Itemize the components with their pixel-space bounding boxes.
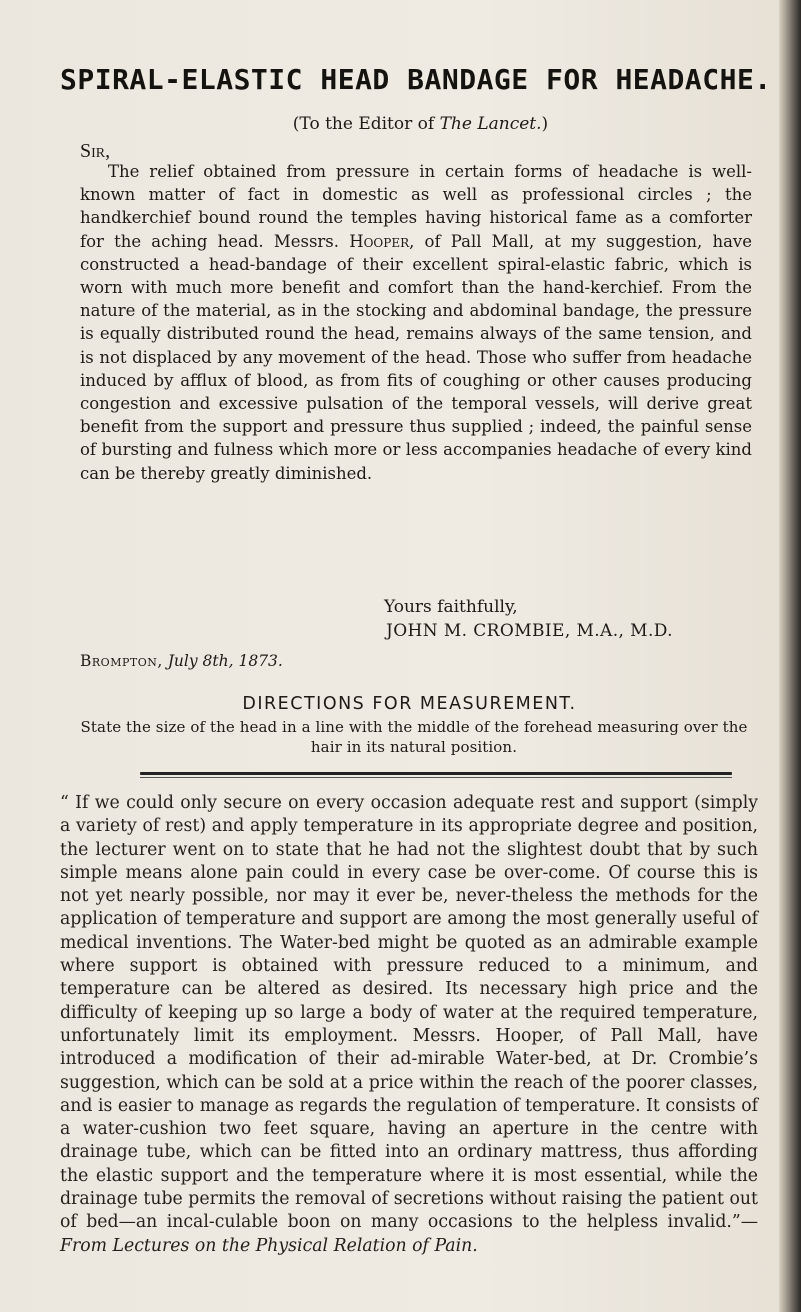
closing: Yours faithfully, [384, 597, 518, 617]
book-spine-edge [779, 0, 801, 1312]
letter-paragraph [80, 160, 752, 485]
directions-heading: DIRECTIONS FOR MEASUREMENT. [242, 694, 577, 714]
divider-rule [140, 772, 732, 775]
page-title: SPIRAL-ELASTIC HEAD BANDAGE FOR HEADACHE. [60, 63, 772, 96]
quote-source: From Lectures on the Physical Relation of Pain. [60, 1235, 478, 1256]
salutation: Sir, [80, 140, 111, 162]
divider-rule-thin [140, 777, 732, 778]
quote-paragraph [60, 792, 758, 1258]
place-date [80, 652, 283, 670]
letter-body [80, 160, 752, 485]
editor-note-prefix: (To the Editor of [292, 114, 440, 134]
journal-name: The Lancet. [439, 114, 542, 134]
lecture-quote [60, 792, 758, 1258]
date: July 8th, 1873. [167, 652, 283, 670]
letter-text-part-1: The relief obtained from pressure in certain forms of headache is well-known matter of fact in domestic as well as professional circles ; the handkerchief bound round the temples having historical fame as a comforter for the aching head. Messrs. [80, 162, 752, 251]
letter-text-part-2: , of Pall Mall, at my suggestion, have constructed a head-bandage of their excellent spiral-elastic fabric, which is worn with much more benefit and comfort than the hand-kerchief. From the nature of the material, as in the stocking and abdominal bandage, the pressure is equally distributed round the head, remains always of the same tension, and is not displaced by any movement of the head. Those who suffer from headache induced by afflux of blood, as from fits of coughing or other causes producing congestion and excessive pulsation of the temporal vessels, will derive great benefit from the support and pressure thus supplied ; indeed, the painful sense of bursting and fulness which more or less accompanies headache of every kind can be thereby greatly diminished. [80, 231, 753, 483]
editor-note-suffix: ) [541, 114, 549, 134]
firm-name: Hooper [349, 231, 410, 251]
signature: JOHN M. CROMBIE, M.A., M.D. [386, 621, 673, 641]
directions-text: State the size of the head in a line with the middle of the forehead measuring over the hair in its natural position. [80, 718, 748, 756]
place: Brompton, [80, 652, 163, 670]
editor-note [0, 114, 801, 134]
quote-body: “ If we could only secure on every occasion adequate rest and support (simply a variety of rest) and apply temperature in its appropriate degree and position, the lecturer went on to state that he had not the slightest doubt that by such simple means alone pain could in every case be over-come. Of course this is not yet nearly possible, nor may it ever be, never-theless the methods for the application of temperature and support are among the most generally useful of medical inventions. The Water-bed might be quoted as an admirable example where support is obtained with pressure reduced to a minimum, and temperature can be altered as desired. Its necessary high price and the difficulty of keeping up so large a body of water at the required temperature, unfortunately limit its employment. Messrs. Hooper, of Pall Mall, have introduced a modification of their ad-mirable Water-bed, at Dr. Crombie’s suggestion, which can be sold at a price within the reach of the poorer classes, and is easier to manage as regards the regulation of temperature. It consists of a water-cushion two feet square, having an aperture in the centre with drainage tube, which can be fitted into an ordinary mattress, thus affording the elastic support and the temperature where it is most essential, while the drainage tube permits the removal of secretions without raising the patient out of bed—an incal-culable boon on many occasions to the helpless invalid.”— [60, 793, 758, 1233]
